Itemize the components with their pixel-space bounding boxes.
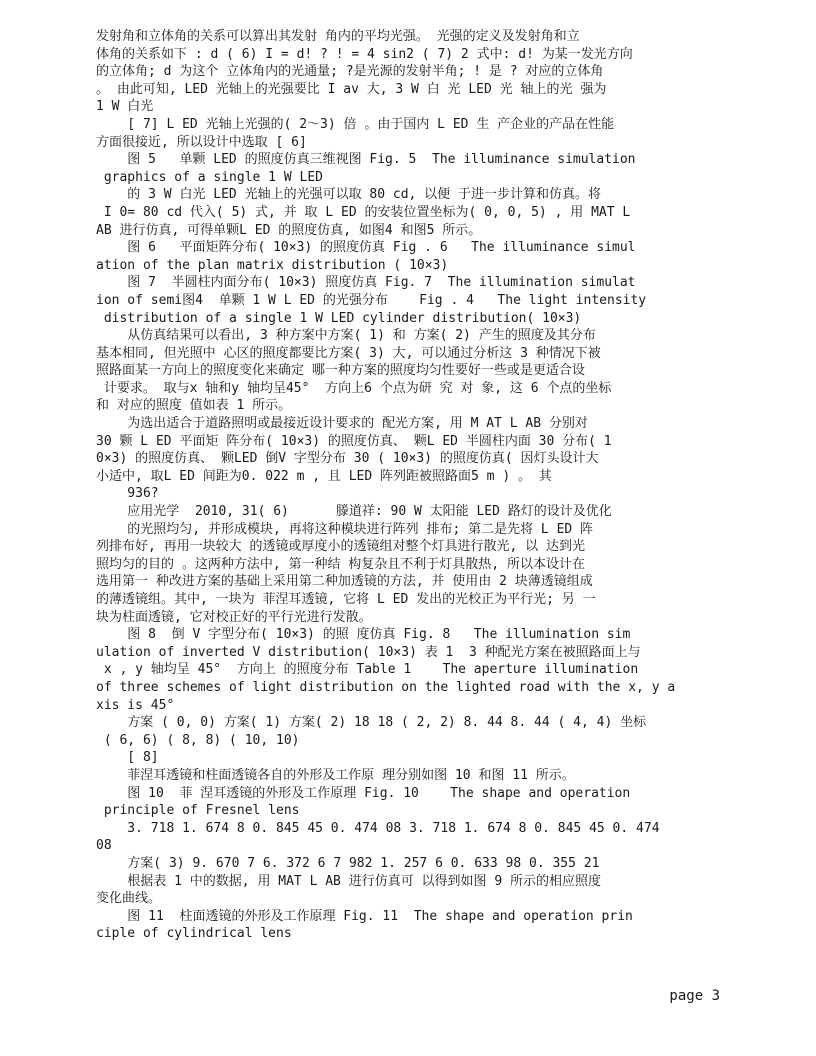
text-line: 选用第一 种改进方案的基础上采用第二种加透镜的方法, 并 使用由 2 块薄透镜组成	[96, 574, 593, 590]
text-line: ion of semi图4 单颗 1 W L ED 的光强分布 Fig . 4 The light intensity	[96, 292, 647, 308]
text-line: 发射角和立体角的关系可以算出其发射 角内的平均光强。 光强的定义及发射角和立	[96, 29, 580, 44]
text-line: 小适中, 取L ED 间距为0. 022 m , 且 LED 阵列距被照路面5 m ) 。 其	[96, 468, 552, 484]
text-line: 。 由此可知, LED 光轴上的光强要比 I av 大, 3 W 白 光 LED 光 轴上的光 强为	[96, 81, 607, 97]
text-line: xis is 45°	[96, 697, 175, 713]
text-line: 变化曲线。	[96, 891, 162, 907]
text-line: 块为柱面透镜, 它对校正好的平行光进行发散。	[96, 609, 372, 625]
text-line: of three schemes of light distribution on the lighted road with the x, y a	[96, 679, 676, 695]
text-line: 列排布好, 再用一块较大 的透镜或厚度小的透镜组对整个灯具进行散光, 以 达到光	[96, 539, 585, 555]
text-line: 08	[96, 838, 112, 854]
text-line: AB 进行仿真, 可得单颗L ED 的照度仿真, 如图4 和图5 所示。	[96, 222, 482, 238]
text-line: 基本相同, 但光照中 心区的照度都要比方案( 3) 大, 可以通过分析这 3 种情况下被	[96, 345, 601, 361]
text-line: 方案 ( 0, 0) 方案( 1) 方案( 2) 18 18 ( 2, 2) 8. 44 8. 44 ( 4, 4) 坐标	[96, 715, 647, 731]
text-line: 为选出适合于道路照明或最接近设计要求的 配光方案, 用 M AT L AB 分别对	[96, 416, 588, 432]
text-line: 936?	[96, 486, 159, 502]
text-line: 3. 718 1. 674 8 0. 845 45 0. 474 08 3. 718 1. 674 8 0. 845 45 0. 474	[96, 820, 660, 836]
text-line: ciple of cylindrical lens	[96, 926, 292, 942]
text-line: 方案( 3) 9. 670 7 6. 372 6 7 982 1. 257 6 0. 633 98 0. 355 21	[96, 855, 600, 871]
text-line: 从仿真结果可以看出, 3 种方案中方案( 1) 和 方案( 2) 产生的照度及其分布	[96, 328, 596, 344]
text-line: 图 6 平面矩阵分布( 10×3) 的照度仿真 Fig . 6 The illuminance simul	[96, 240, 636, 256]
text-line: 照均匀的目的 。这两种方法中, 第一种结 构复杂且不利于灯具散热, 所以本设计在	[96, 556, 585, 572]
text-line: 图 5 单颗 LED 的照度仿真三维视图 Fig. 5 The illuminance simulation	[96, 152, 636, 168]
text-line: 体角的关系如下 : d ( 6) I = d! ? ! = 4 sin2 ( 7) 2 式中: d! 为某一发光方向	[96, 46, 633, 62]
text-line: [ 8]	[96, 750, 159, 766]
text-line: 照路面某一方向上的照度变化来确定 哪一种方案的照度均匀性要好一些或是更适合设	[96, 363, 585, 379]
text-line: ( 6, 6) ( 8, 8) ( 10, 10)	[96, 732, 300, 748]
text-line: graphics of a single 1 W LED	[96, 169, 323, 185]
text-line: 的立体角; d 为这个 立体角内的光通量; ?是光源的发射半角; ! 是 ? 对应的立体角	[96, 64, 604, 80]
text-line: 图 10 菲 涅耳透镜的外形及工作原理 Fig. 10 The shape and operation	[96, 785, 631, 801]
text-line: [ 7] L ED 光轴上光强的( 2～3) 倍 。由于国内 L ED 生 产企业的产品在性能	[96, 116, 615, 132]
text-line: principle of Fresnel lens	[96, 803, 300, 819]
text-line: 30 颗 L ED 平面矩 阵分布( 10×3) 的照度仿真、 颗L ED 半圆柱内面 30 分布( 1	[96, 433, 612, 449]
text-line: ulation of inverted V distribution( 10×3) 表 1 3 种配光方案在被照路面上与	[96, 644, 641, 660]
page-number: page 3	[669, 988, 720, 1004]
text-line: 的光照均匀, 并形成模块, 再将这种模块进行阵列 排布; 第二是先将 L ED 阵	[96, 521, 594, 537]
text-line: 图 7 半圆柱内面分布( 10×3) 照度仿真 Fig. 7 The illumination simulat	[96, 275, 636, 291]
text-line: 的薄透镜组。其中, 一块为 菲涅耳透镜, 它将 L ED 发出的光校正为平行光; 另 一	[96, 592, 596, 607]
text-line: 菲涅耳透镜和柱面透镜各自的外形及工作原 理分别如图 10 和图 11 所示。	[96, 767, 575, 783]
document-body	[96, 28, 688, 943]
text-line: x , y 轴均呈 45° 方向上 的照度分布 Table 1 The aperture illumination	[96, 662, 639, 678]
text-line: 图 11 柱面透镜的外形及工作原理 Fig. 11 The shape and operation prin	[96, 908, 633, 924]
text-line: 的 3 W 白光 LED 光轴上的光强可以取 80 cd, 以便 于进一步计算和仿真。将	[96, 187, 602, 203]
text-line: distribution of a single 1 W LED cylinder distribution( 10×3)	[96, 310, 582, 326]
text-line: 图 8 倒 V 字型分布( 10×3) 的照 度仿真 Fig. 8 The illumination sim	[96, 627, 631, 643]
text-line: 0×3) 的照度仿真、 颗LED 倒V 字型分布 30 ( 10×3) 的照度仿真( 因灯头设计大	[96, 451, 599, 467]
text-line: I 0= 80 cd 代入( 5) 式, 并 取 L ED 的安装位置坐标为( 0, 0, 5) , 用 MAT L	[96, 204, 631, 220]
text-line: 和 对应的照度 值如表 1 所示。	[96, 398, 292, 414]
text-line: 方面很接近, 所以设计中选取 [ 6]	[96, 134, 307, 150]
text-line: 1 W 白光	[96, 99, 154, 115]
text-line: 根据表 1 中的数据, 用 MAT L AB 进行仿真可 以得到如图 9 所示的相应照度	[96, 873, 602, 889]
text-line: ation of the plan matrix distribution ( 10×3)	[96, 257, 449, 273]
text-line: 应用光学 2010, 31( 6) 滕道祥: 90 W 太阳能 LED 路灯的设计及优化	[96, 504, 612, 520]
text-line: 计要求。 取与x 轴和y 轴均呈45° 方向上6 个点为研 究 对 象, 这 6 个点的坐标	[96, 380, 612, 396]
